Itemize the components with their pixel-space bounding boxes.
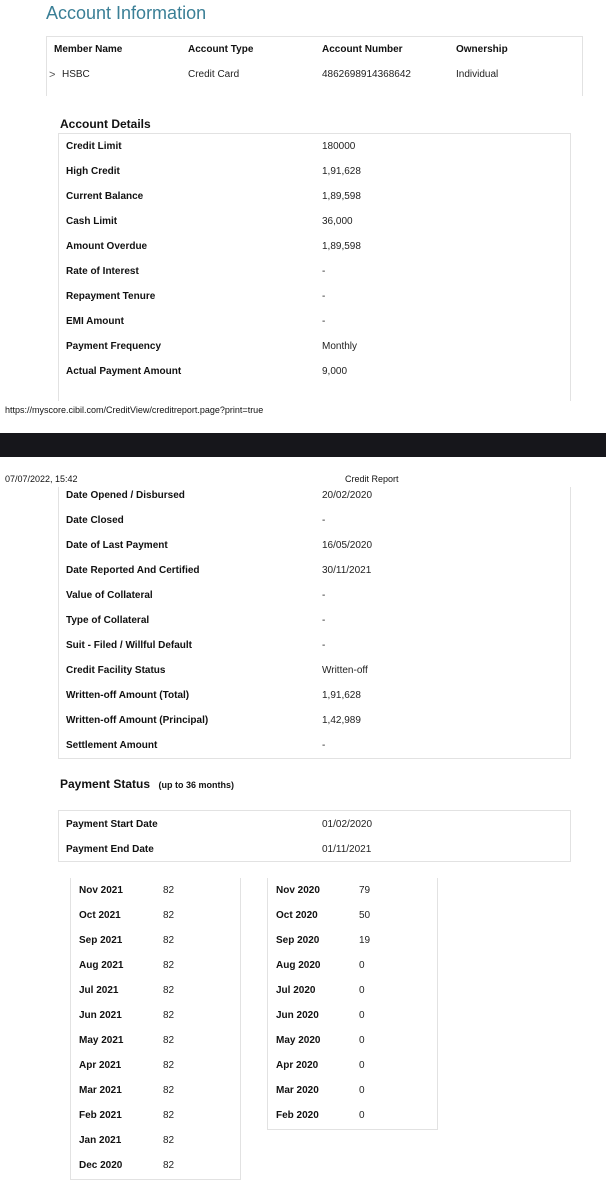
detail-value: - [322, 316, 326, 327]
detail-value: Monthly [322, 341, 358, 352]
month-dpd-value: 82 [163, 1110, 175, 1121]
print-doc-title: Credit Report [345, 474, 399, 484]
account-ownership: Individual [456, 69, 499, 80]
month-label: Feb 2021 [79, 1110, 122, 1121]
print-datetime: 07/07/2022, 15:42 [5, 474, 78, 484]
month-col1-border-left [70, 878, 71, 1180]
month-label: Jul 2021 [79, 985, 119, 996]
detail-label: Type of Collateral [66, 615, 150, 626]
payment-date-value: 01/02/2020 [322, 819, 373, 830]
detail-value: 1,89,598 [322, 191, 361, 202]
detail-label: Payment Frequency [66, 341, 162, 352]
month-label: Apr 2020 [276, 1060, 319, 1071]
detail-value: - [322, 590, 326, 601]
header-member-name: Member Name [54, 44, 123, 55]
dates-border-bottom [58, 861, 571, 862]
detail-label: Repayment Tenure [66, 291, 156, 302]
detail-label: Rate of Interest [66, 266, 139, 277]
account-type: Credit Card [188, 69, 240, 80]
detail-label: Credit Facility Status [66, 665, 166, 676]
month-dpd-value: 82 [163, 1035, 175, 1046]
payment-date-value: 01/11/2021 [322, 844, 372, 855]
details-border-right [570, 133, 571, 401]
account-member: HSBC [62, 69, 90, 80]
account-number: 4862698914368642 [322, 69, 411, 80]
detail-label: Amount Overdue [66, 241, 148, 252]
detail-label: Date Opened / Disbursed [66, 490, 185, 501]
payment-status-subheading: (up to 36 months) [158, 780, 234, 790]
detail-label: Date Closed [66, 515, 124, 526]
month-col1-border-bottom [70, 1179, 241, 1180]
month-dpd-value: 82 [163, 1010, 175, 1021]
detail-value: 1,89,598 [322, 241, 361, 252]
detail-label: Date of Last Payment [66, 540, 168, 551]
month-dpd-value: 0 [359, 1085, 365, 1096]
account-details-heading: Account Details [60, 117, 151, 131]
month-label: Jun 2020 [276, 1010, 319, 1021]
detail-label: Credit Limit [66, 141, 122, 152]
details-border-top [58, 133, 571, 134]
payment-status-header [60, 775, 234, 793]
month-label: May 2020 [276, 1035, 321, 1046]
header-ownership: Ownership [456, 44, 508, 55]
details-cont-border-bottom [58, 758, 571, 759]
detail-value: 180000 [322, 141, 356, 152]
page-break-bar [0, 433, 606, 457]
month-dpd-value: 82 [163, 960, 175, 971]
detail-label: Suit - Filed / Willful Default [66, 640, 193, 651]
detail-value: 30/11/2021 [322, 565, 372, 576]
detail-value: 36,000 [322, 216, 353, 227]
month-dpd-value: 82 [163, 985, 175, 996]
month-dpd-value: 82 [163, 1085, 175, 1096]
month-col1-border-right [240, 878, 241, 1180]
detail-value: - [322, 266, 326, 277]
month-label: Jun 2021 [79, 1010, 122, 1021]
month-label: Jul 2020 [276, 985, 316, 996]
month-dpd-value: 0 [359, 960, 365, 971]
detail-label: EMI Amount [66, 316, 124, 327]
month-label: Mar 2020 [276, 1085, 319, 1096]
detail-label: Value of Collateral [66, 590, 153, 601]
month-col2-border-left [267, 878, 268, 1130]
month-dpd-value: 82 [163, 885, 175, 896]
month-dpd-value: 0 [359, 1110, 365, 1121]
month-col2-border-right [437, 878, 438, 1130]
payment-date-label: Payment End Date [66, 844, 154, 855]
month-dpd-value: 0 [359, 1060, 365, 1071]
detail-label: Date Reported And Certified [66, 565, 200, 576]
month-dpd-value: 82 [163, 1135, 175, 1146]
details-border-left [58, 133, 59, 401]
month-label: Sep 2020 [276, 935, 320, 946]
dates-border-left [58, 810, 59, 862]
header-account-type: Account Type [188, 44, 254, 55]
month-dpd-value: 82 [163, 1060, 175, 1071]
dates-border-top [58, 810, 571, 811]
detail-value: - [322, 615, 326, 626]
month-label: Aug 2021 [79, 960, 124, 971]
month-label: Nov 2021 [79, 885, 123, 896]
detail-value: - [322, 515, 326, 526]
detail-value: 1,91,628 [322, 166, 361, 177]
payment-date-label: Payment Start Date [66, 819, 158, 830]
month-dpd-value: 50 [359, 910, 371, 921]
account-row[interactable] [46, 62, 582, 86]
month-label: Jan 2021 [79, 1135, 122, 1146]
detail-value: 16/05/2020 [322, 540, 373, 551]
month-label: Nov 2020 [276, 885, 320, 896]
detail-value: - [322, 291, 326, 302]
dates-border-right [570, 810, 571, 862]
detail-label: Settlement Amount [66, 740, 158, 751]
detail-value: Written-off [322, 665, 368, 676]
footer-url: https://myscore.cibil.com/CreditView/creditreport.page?print=true [5, 405, 264, 415]
month-dpd-value: 82 [163, 910, 175, 921]
detail-value: 9,000 [322, 366, 348, 377]
month-col2-border-bottom [267, 1129, 438, 1130]
month-label: Aug 2020 [276, 960, 321, 971]
month-dpd-value: 82 [163, 935, 175, 946]
chevron-right-icon[interactable]: > [49, 69, 56, 81]
detail-value: - [322, 640, 326, 651]
detail-value: 1,42,989 [322, 715, 361, 726]
month-label: Oct 2021 [79, 910, 121, 921]
month-dpd-value: 79 [359, 885, 371, 896]
month-dpd-value: 0 [359, 1010, 365, 1021]
month-label: Sep 2021 [79, 935, 123, 946]
detail-label: High Credit [66, 166, 120, 177]
month-label: Dec 2020 [79, 1160, 123, 1171]
month-dpd-value: 19 [359, 935, 371, 946]
month-dpd-value: 0 [359, 985, 365, 996]
detail-label: Actual Payment Amount [66, 366, 182, 377]
month-label: Mar 2021 [79, 1085, 122, 1096]
detail-label: Written-off Amount (Principal) [66, 715, 209, 726]
detail-value: 1,91,628 [322, 690, 361, 701]
month-label: Oct 2020 [276, 910, 318, 921]
table-border-right [582, 36, 583, 96]
detail-value: - [322, 740, 326, 751]
month-label: Apr 2021 [79, 1060, 122, 1071]
payment-status-heading: Payment Status [60, 777, 151, 791]
detail-label: Written-off Amount (Total) [66, 690, 190, 701]
detail-value: 20/02/2020 [322, 490, 373, 501]
details-cont-border-right [570, 487, 571, 759]
detail-label: Current Balance [66, 191, 144, 202]
month-dpd-value: 0 [359, 1035, 365, 1046]
page-title: Account Information [46, 3, 207, 23]
month-label: May 2021 [79, 1035, 124, 1046]
table-border-top [46, 36, 583, 37]
header-account-number: Account Number [322, 44, 403, 55]
month-label: Feb 2020 [276, 1110, 319, 1121]
details-cont-border-left [58, 487, 59, 759]
month-dpd-value: 82 [163, 1160, 175, 1171]
detail-label: Cash Limit [66, 216, 118, 227]
